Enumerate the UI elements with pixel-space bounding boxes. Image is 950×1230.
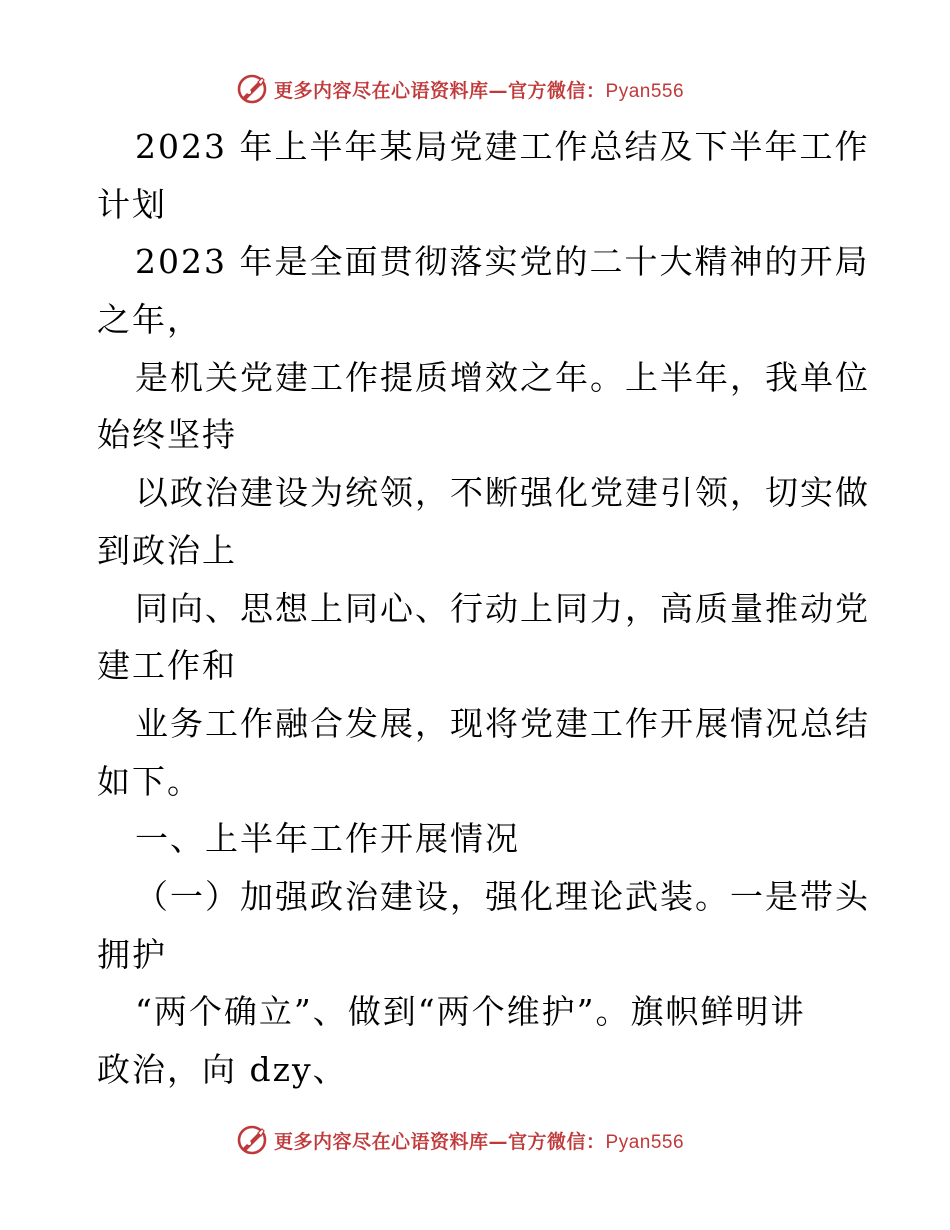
text-line: 拥护 <box>97 934 167 974</box>
text-line: 如下。 <box>97 761 202 801</box>
watermark-header <box>236 71 736 107</box>
watermark-text: 更多内容尽在心语资料库—官方微信：Pyan556 <box>274 79 685 102</box>
text-line: 建工作和 <box>97 646 237 686</box>
text-line: 之年， <box>97 300 202 340</box>
text-line: 政治，向 dzy、 <box>97 1050 348 1089</box>
text-line: 以政治建设为统领，不断强化党建引领，切实做 <box>135 473 870 513</box>
pen-logo-icon <box>236 73 268 105</box>
text-line: 2023 年是全面贯彻落实党的二十大精神的开局 <box>135 242 870 282</box>
watermark-text: 更多内容尽在心语资料库—官方微信：Pyan556 <box>274 1130 685 1153</box>
document-body <box>97 118 870 1099</box>
text-line: 到政治上 <box>97 530 237 570</box>
pen-logo-icon <box>236 1124 268 1156</box>
text-line: 是机关党建工作提质增效之年。上半年，我单位 <box>135 357 870 397</box>
text-line: 一、上半年工作开展情况 <box>135 819 520 859</box>
text-line: 2023 年上半年某局党建工作总结及下半年工作 <box>135 127 870 166</box>
text-line: 同向、思想上同心、行动上同力，高质量推动党 <box>135 588 870 628</box>
text-line: 始终坚持 <box>97 415 237 455</box>
text-line: 计划 <box>97 184 167 224</box>
text-line: 业务工作融合发展，现将党建工作开展情况总结 <box>135 703 870 743</box>
text-line: “两个确立”、做到“两个维护”。旗帜鲜明讲 <box>135 992 806 1032</box>
watermark-footer <box>236 1122 736 1158</box>
text-line: （一）加强政治建设，强化理论武装。一是带头 <box>135 876 870 916</box>
